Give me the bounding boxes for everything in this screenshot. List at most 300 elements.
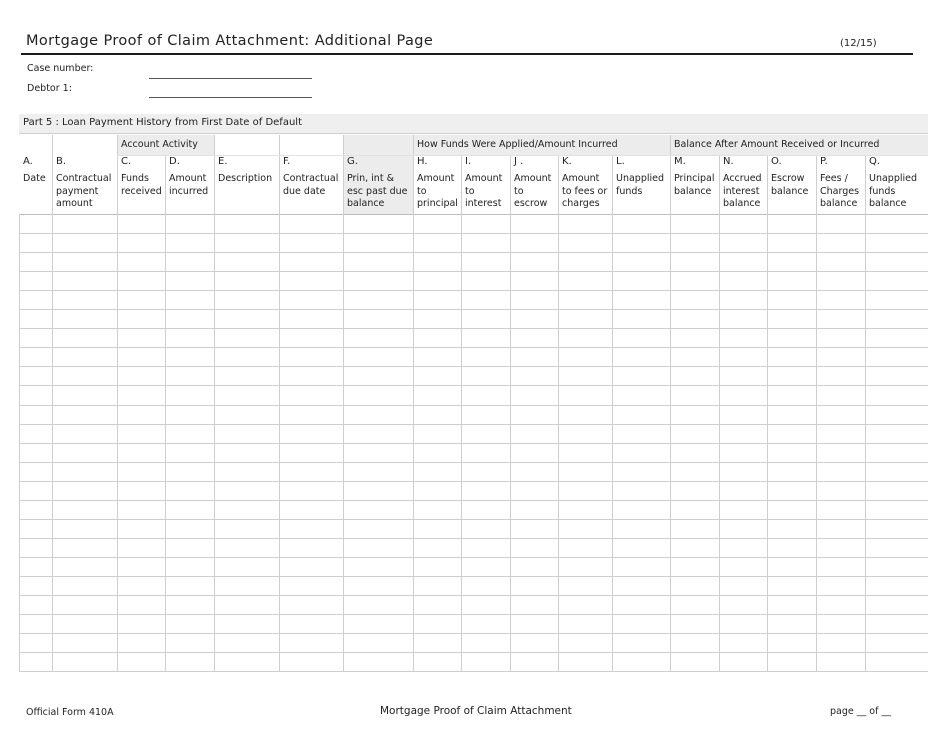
table-cell-amount-incurred[interactable] xyxy=(166,291,213,308)
table-cell-principal-balance[interactable] xyxy=(671,558,718,575)
table-cell-unapplied-funds[interactable] xyxy=(613,253,669,270)
table-cell-amount-to-principal[interactable] xyxy=(414,501,460,518)
table-cell-unapplied-funds[interactable] xyxy=(613,310,669,327)
table-cell-amount-to-fees[interactable] xyxy=(559,558,611,575)
table-cell-escrow-balance[interactable] xyxy=(768,615,815,632)
table-cell-amount-to-principal[interactable] xyxy=(414,634,460,651)
table-cell-contractual-payment[interactable] xyxy=(53,501,116,518)
table-cell-amount-to-escrow[interactable] xyxy=(511,406,557,423)
table-cell-principal-balance[interactable] xyxy=(671,386,718,403)
table-cell-accrued-interest-balance[interactable] xyxy=(720,406,766,423)
table-cell-description[interactable] xyxy=(215,272,278,289)
table-cell-amount-incurred[interactable] xyxy=(166,215,213,232)
table-cell-principal-balance[interactable] xyxy=(671,444,718,461)
table-cell-accrued-interest-balance[interactable] xyxy=(720,272,766,289)
table-cell-unapplied-funds[interactable] xyxy=(613,615,669,632)
table-cell-contractual-due-date[interactable] xyxy=(280,596,342,613)
table-cell-escrow-balance[interactable] xyxy=(768,539,815,556)
table-cell-principal-balance[interactable] xyxy=(671,329,718,346)
table-cell-amount-to-fees[interactable] xyxy=(559,310,611,327)
table-cell-contractual-due-date[interactable] xyxy=(280,329,342,346)
table-cell-unapplied-funds[interactable] xyxy=(613,386,669,403)
table-cell-amount-to-fees[interactable] xyxy=(559,234,611,251)
table-cell-unapplied-funds[interactable] xyxy=(613,215,669,232)
table-cell-contractual-payment[interactable] xyxy=(53,463,116,480)
table-cell-amount-to-fees[interactable] xyxy=(559,329,611,346)
table-cell-unapplied-funds-balance[interactable] xyxy=(866,501,927,518)
table-cell-amount-to-escrow[interactable] xyxy=(511,653,557,670)
table-cell-amount-to-escrow[interactable] xyxy=(511,577,557,594)
table-cell-date[interactable] xyxy=(20,463,51,480)
table-cell-escrow-balance[interactable] xyxy=(768,367,815,384)
table-cell-amount-incurred[interactable] xyxy=(166,386,213,403)
table-cell-funds-received[interactable] xyxy=(118,215,164,232)
table-cell-contractual-payment[interactable] xyxy=(53,425,116,442)
table-cell-amount-to-interest[interactable] xyxy=(462,520,509,537)
table-cell-fees-charges-balance[interactable] xyxy=(817,348,864,365)
table-cell-amount-incurred[interactable] xyxy=(166,348,213,365)
table-cell-principal-balance[interactable] xyxy=(671,367,718,384)
table-cell-accrued-interest-balance[interactable] xyxy=(720,367,766,384)
table-cell-fees-charges-balance[interactable] xyxy=(817,501,864,518)
table-cell-amount-to-fees[interactable] xyxy=(559,272,611,289)
table-cell-amount-incurred[interactable] xyxy=(166,653,213,670)
table-cell-amount-to-interest[interactable] xyxy=(462,406,509,423)
table-cell-contractual-payment[interactable] xyxy=(53,596,116,613)
table-cell-date[interactable] xyxy=(20,425,51,442)
table-cell-unapplied-funds[interactable] xyxy=(613,329,669,346)
table-cell-description[interactable] xyxy=(215,310,278,327)
table-cell-past-due-balance[interactable] xyxy=(344,615,412,632)
table-cell-contractual-due-date[interactable] xyxy=(280,501,342,518)
table-cell-escrow-balance[interactable] xyxy=(768,310,815,327)
table-cell-funds-received[interactable] xyxy=(118,367,164,384)
table-cell-date[interactable] xyxy=(20,482,51,499)
table-cell-amount-to-escrow[interactable] xyxy=(511,291,557,308)
table-cell-amount-incurred[interactable] xyxy=(166,444,213,461)
table-cell-unapplied-funds[interactable] xyxy=(613,577,669,594)
table-cell-unapplied-funds-balance[interactable] xyxy=(866,558,927,575)
table-cell-contractual-due-date[interactable] xyxy=(280,272,342,289)
table-cell-description[interactable] xyxy=(215,634,278,651)
table-cell-amount-to-interest[interactable] xyxy=(462,444,509,461)
table-cell-description[interactable] xyxy=(215,444,278,461)
table-cell-date[interactable] xyxy=(20,653,51,670)
table-cell-funds-received[interactable] xyxy=(118,406,164,423)
table-cell-accrued-interest-balance[interactable] xyxy=(720,634,766,651)
table-cell-contractual-payment[interactable] xyxy=(53,386,116,403)
table-cell-date[interactable] xyxy=(20,634,51,651)
table-cell-funds-received[interactable] xyxy=(118,482,164,499)
table-cell-amount-to-escrow[interactable] xyxy=(511,272,557,289)
table-cell-contractual-payment[interactable] xyxy=(53,558,116,575)
table-cell-funds-received[interactable] xyxy=(118,520,164,537)
table-cell-funds-received[interactable] xyxy=(118,291,164,308)
table-cell-funds-received[interactable] xyxy=(118,329,164,346)
table-cell-past-due-balance[interactable] xyxy=(344,234,412,251)
table-cell-funds-received[interactable] xyxy=(118,577,164,594)
table-cell-accrued-interest-balance[interactable] xyxy=(720,310,766,327)
table-cell-date[interactable] xyxy=(20,406,51,423)
table-cell-past-due-balance[interactable] xyxy=(344,215,412,232)
table-cell-principal-balance[interactable] xyxy=(671,596,718,613)
table-cell-escrow-balance[interactable] xyxy=(768,386,815,403)
table-cell-amount-to-escrow[interactable] xyxy=(511,425,557,442)
table-cell-description[interactable] xyxy=(215,615,278,632)
table-cell-unapplied-funds-balance[interactable] xyxy=(866,386,927,403)
table-cell-amount-to-interest[interactable] xyxy=(462,539,509,556)
table-cell-unapplied-funds[interactable] xyxy=(613,596,669,613)
table-cell-unapplied-funds-balance[interactable] xyxy=(866,329,927,346)
table-cell-description[interactable] xyxy=(215,215,278,232)
table-cell-accrued-interest-balance[interactable] xyxy=(720,253,766,270)
table-cell-amount-to-interest[interactable] xyxy=(462,615,509,632)
table-cell-escrow-balance[interactable] xyxy=(768,215,815,232)
table-cell-accrued-interest-balance[interactable] xyxy=(720,577,766,594)
table-cell-past-due-balance[interactable] xyxy=(344,272,412,289)
table-cell-amount-to-fees[interactable] xyxy=(559,406,611,423)
table-cell-amount-to-principal[interactable] xyxy=(414,653,460,670)
table-cell-contractual-due-date[interactable] xyxy=(280,539,342,556)
table-cell-amount-to-principal[interactable] xyxy=(414,253,460,270)
table-cell-date[interactable] xyxy=(20,234,51,251)
table-cell-principal-balance[interactable] xyxy=(671,253,718,270)
table-cell-unapplied-funds[interactable] xyxy=(613,234,669,251)
table-cell-principal-balance[interactable] xyxy=(671,615,718,632)
table-cell-amount-to-interest[interactable] xyxy=(462,367,509,384)
table-cell-date[interactable] xyxy=(20,272,51,289)
table-cell-past-due-balance[interactable] xyxy=(344,634,412,651)
table-cell-fees-charges-balance[interactable] xyxy=(817,634,864,651)
table-cell-unapplied-funds-balance[interactable] xyxy=(866,463,927,480)
table-cell-description[interactable] xyxy=(215,482,278,499)
table-cell-date[interactable] xyxy=(20,577,51,594)
table-cell-fees-charges-balance[interactable] xyxy=(817,253,864,270)
table-cell-principal-balance[interactable] xyxy=(671,539,718,556)
table-cell-description[interactable] xyxy=(215,653,278,670)
table-cell-past-due-balance[interactable] xyxy=(344,520,412,537)
table-cell-amount-to-principal[interactable] xyxy=(414,482,460,499)
table-cell-contractual-due-date[interactable] xyxy=(280,463,342,480)
table-cell-amount-incurred[interactable] xyxy=(166,615,213,632)
table-cell-fees-charges-balance[interactable] xyxy=(817,653,864,670)
table-cell-contractual-payment[interactable] xyxy=(53,577,116,594)
table-cell-contractual-due-date[interactable] xyxy=(280,386,342,403)
table-cell-accrued-interest-balance[interactable] xyxy=(720,463,766,480)
table-cell-contractual-payment[interactable] xyxy=(53,215,116,232)
table-cell-accrued-interest-balance[interactable] xyxy=(720,615,766,632)
table-cell-past-due-balance[interactable] xyxy=(344,310,412,327)
table-cell-amount-to-principal[interactable] xyxy=(414,577,460,594)
table-cell-unapplied-funds-balance[interactable] xyxy=(866,272,927,289)
table-cell-past-due-balance[interactable] xyxy=(344,463,412,480)
table-cell-amount-incurred[interactable] xyxy=(166,558,213,575)
table-cell-escrow-balance[interactable] xyxy=(768,272,815,289)
table-cell-amount-to-escrow[interactable] xyxy=(511,310,557,327)
table-cell-funds-received[interactable] xyxy=(118,272,164,289)
table-cell-contractual-due-date[interactable] xyxy=(280,406,342,423)
table-cell-description[interactable] xyxy=(215,558,278,575)
table-cell-amount-to-interest[interactable] xyxy=(462,253,509,270)
table-cell-description[interactable] xyxy=(215,367,278,384)
table-cell-amount-to-interest[interactable] xyxy=(462,634,509,651)
table-cell-past-due-balance[interactable] xyxy=(344,558,412,575)
table-cell-escrow-balance[interactable] xyxy=(768,425,815,442)
table-cell-escrow-balance[interactable] xyxy=(768,234,815,251)
table-cell-unapplied-funds-balance[interactable] xyxy=(866,577,927,594)
table-cell-amount-incurred[interactable] xyxy=(166,329,213,346)
table-cell-escrow-balance[interactable] xyxy=(768,634,815,651)
table-cell-fees-charges-balance[interactable] xyxy=(817,482,864,499)
table-cell-date[interactable] xyxy=(20,310,51,327)
table-cell-fees-charges-balance[interactable] xyxy=(817,310,864,327)
table-cell-contractual-payment[interactable] xyxy=(53,329,116,346)
table-cell-escrow-balance[interactable] xyxy=(768,558,815,575)
table-cell-description[interactable] xyxy=(215,520,278,537)
table-cell-past-due-balance[interactable] xyxy=(344,386,412,403)
table-cell-amount-to-interest[interactable] xyxy=(462,501,509,518)
table-cell-contractual-due-date[interactable] xyxy=(280,615,342,632)
table-cell-fees-charges-balance[interactable] xyxy=(817,386,864,403)
table-cell-date[interactable] xyxy=(20,520,51,537)
table-cell-fees-charges-balance[interactable] xyxy=(817,425,864,442)
table-cell-amount-incurred[interactable] xyxy=(166,253,213,270)
table-cell-amount-to-principal[interactable] xyxy=(414,444,460,461)
table-cell-contractual-due-date[interactable] xyxy=(280,367,342,384)
table-cell-accrued-interest-balance[interactable] xyxy=(720,596,766,613)
table-cell-amount-to-fees[interactable] xyxy=(559,444,611,461)
table-cell-fees-charges-balance[interactable] xyxy=(817,272,864,289)
table-cell-amount-to-fees[interactable] xyxy=(559,520,611,537)
table-cell-amount-to-escrow[interactable] xyxy=(511,444,557,461)
table-cell-amount-to-escrow[interactable] xyxy=(511,463,557,480)
table-cell-amount-to-interest[interactable] xyxy=(462,272,509,289)
table-cell-fees-charges-balance[interactable] xyxy=(817,444,864,461)
table-cell-escrow-balance[interactable] xyxy=(768,444,815,461)
table-cell-amount-to-principal[interactable] xyxy=(414,215,460,232)
table-cell-unapplied-funds[interactable] xyxy=(613,272,669,289)
table-cell-amount-to-interest[interactable] xyxy=(462,386,509,403)
table-cell-date[interactable] xyxy=(20,444,51,461)
table-cell-principal-balance[interactable] xyxy=(671,653,718,670)
table-cell-past-due-balance[interactable] xyxy=(344,539,412,556)
table-cell-date[interactable] xyxy=(20,615,51,632)
table-cell-amount-to-principal[interactable] xyxy=(414,310,460,327)
table-cell-amount-to-escrow[interactable] xyxy=(511,348,557,365)
table-cell-date[interactable] xyxy=(20,596,51,613)
table-cell-fees-charges-balance[interactable] xyxy=(817,577,864,594)
table-cell-accrued-interest-balance[interactable] xyxy=(720,425,766,442)
table-cell-amount-to-fees[interactable] xyxy=(559,425,611,442)
table-cell-funds-received[interactable] xyxy=(118,310,164,327)
table-cell-contractual-payment[interactable] xyxy=(53,367,116,384)
table-cell-funds-received[interactable] xyxy=(118,634,164,651)
table-cell-accrued-interest-balance[interactable] xyxy=(720,215,766,232)
table-cell-escrow-balance[interactable] xyxy=(768,482,815,499)
table-cell-unapplied-funds-balance[interactable] xyxy=(866,653,927,670)
table-cell-accrued-interest-balance[interactable] xyxy=(720,444,766,461)
table-cell-unapplied-funds-balance[interactable] xyxy=(866,539,927,556)
table-cell-amount-to-principal[interactable] xyxy=(414,272,460,289)
table-cell-amount-to-escrow[interactable] xyxy=(511,482,557,499)
table-cell-past-due-balance[interactable] xyxy=(344,425,412,442)
table-cell-description[interactable] xyxy=(215,577,278,594)
table-cell-principal-balance[interactable] xyxy=(671,463,718,480)
table-cell-amount-to-fees[interactable] xyxy=(559,501,611,518)
table-cell-principal-balance[interactable] xyxy=(671,272,718,289)
table-cell-principal-balance[interactable] xyxy=(671,348,718,365)
table-cell-escrow-balance[interactable] xyxy=(768,501,815,518)
table-cell-contractual-payment[interactable] xyxy=(53,444,116,461)
table-cell-principal-balance[interactable] xyxy=(671,234,718,251)
table-cell-accrued-interest-balance[interactable] xyxy=(720,520,766,537)
table-cell-principal-balance[interactable] xyxy=(671,215,718,232)
table-cell-past-due-balance[interactable] xyxy=(344,253,412,270)
table-cell-contractual-payment[interactable] xyxy=(53,482,116,499)
table-cell-unapplied-funds[interactable] xyxy=(613,539,669,556)
table-cell-amount-to-principal[interactable] xyxy=(414,425,460,442)
table-cell-accrued-interest-balance[interactable] xyxy=(720,653,766,670)
table-cell-amount-to-interest[interactable] xyxy=(462,329,509,346)
table-cell-amount-to-interest[interactable] xyxy=(462,310,509,327)
table-cell-date[interactable] xyxy=(20,215,51,232)
table-cell-description[interactable] xyxy=(215,253,278,270)
table-cell-contractual-due-date[interactable] xyxy=(280,253,342,270)
table-cell-past-due-balance[interactable] xyxy=(344,348,412,365)
table-cell-escrow-balance[interactable] xyxy=(768,348,815,365)
table-cell-amount-to-fees[interactable] xyxy=(559,539,611,556)
table-cell-accrued-interest-balance[interactable] xyxy=(720,234,766,251)
table-cell-fees-charges-balance[interactable] xyxy=(817,520,864,537)
table-cell-contractual-payment[interactable] xyxy=(53,653,116,670)
table-cell-past-due-balance[interactable] xyxy=(344,367,412,384)
table-cell-description[interactable] xyxy=(215,425,278,442)
table-cell-amount-to-escrow[interactable] xyxy=(511,558,557,575)
table-cell-principal-balance[interactable] xyxy=(671,577,718,594)
table-cell-principal-balance[interactable] xyxy=(671,634,718,651)
table-cell-contractual-due-date[interactable] xyxy=(280,234,342,251)
table-cell-unapplied-funds[interactable] xyxy=(613,653,669,670)
table-cell-amount-to-fees[interactable] xyxy=(559,367,611,384)
table-cell-contractual-payment[interactable] xyxy=(53,539,116,556)
table-cell-past-due-balance[interactable] xyxy=(344,406,412,423)
table-cell-past-due-balance[interactable] xyxy=(344,577,412,594)
table-cell-funds-received[interactable] xyxy=(118,234,164,251)
table-cell-accrued-interest-balance[interactable] xyxy=(720,539,766,556)
table-cell-amount-incurred[interactable] xyxy=(166,520,213,537)
table-cell-escrow-balance[interactable] xyxy=(768,291,815,308)
table-cell-contractual-due-date[interactable] xyxy=(280,558,342,575)
table-cell-description[interactable] xyxy=(215,501,278,518)
table-cell-fees-charges-balance[interactable] xyxy=(817,463,864,480)
table-cell-amount-to-principal[interactable] xyxy=(414,406,460,423)
table-cell-amount-to-escrow[interactable] xyxy=(511,386,557,403)
table-cell-contractual-payment[interactable] xyxy=(53,615,116,632)
table-cell-description[interactable] xyxy=(215,329,278,346)
table-cell-amount-to-principal[interactable] xyxy=(414,329,460,346)
table-cell-contractual-payment[interactable] xyxy=(53,406,116,423)
table-cell-date[interactable] xyxy=(20,501,51,518)
table-cell-amount-incurred[interactable] xyxy=(166,539,213,556)
table-cell-date[interactable] xyxy=(20,539,51,556)
table-cell-escrow-balance[interactable] xyxy=(768,406,815,423)
table-cell-contractual-payment[interactable] xyxy=(53,234,116,251)
table-cell-accrued-interest-balance[interactable] xyxy=(720,558,766,575)
table-cell-unapplied-funds-balance[interactable] xyxy=(866,215,927,232)
table-cell-unapplied-funds[interactable] xyxy=(613,482,669,499)
table-cell-unapplied-funds-balance[interactable] xyxy=(866,253,927,270)
table-cell-unapplied-funds[interactable] xyxy=(613,367,669,384)
table-cell-unapplied-funds-balance[interactable] xyxy=(866,310,927,327)
table-cell-date[interactable] xyxy=(20,558,51,575)
table-cell-amount-to-fees[interactable] xyxy=(559,596,611,613)
table-cell-accrued-interest-balance[interactable] xyxy=(720,386,766,403)
table-cell-fees-charges-balance[interactable] xyxy=(817,234,864,251)
table-cell-date[interactable] xyxy=(20,367,51,384)
table-cell-fees-charges-balance[interactable] xyxy=(817,596,864,613)
table-cell-amount-to-fees[interactable] xyxy=(559,386,611,403)
table-cell-funds-received[interactable] xyxy=(118,253,164,270)
table-cell-past-due-balance[interactable] xyxy=(344,482,412,499)
table-cell-contractual-payment[interactable] xyxy=(53,272,116,289)
table-cell-amount-to-interest[interactable] xyxy=(462,463,509,480)
table-cell-escrow-balance[interactable] xyxy=(768,577,815,594)
table-cell-contractual-due-date[interactable] xyxy=(280,482,342,499)
table-cell-funds-received[interactable] xyxy=(118,653,164,670)
table-cell-unapplied-funds[interactable] xyxy=(613,425,669,442)
table-cell-contractual-due-date[interactable] xyxy=(280,291,342,308)
table-cell-description[interactable] xyxy=(215,348,278,365)
table-cell-fees-charges-balance[interactable] xyxy=(817,558,864,575)
table-cell-principal-balance[interactable] xyxy=(671,501,718,518)
table-cell-past-due-balance[interactable] xyxy=(344,653,412,670)
table-cell-amount-to-escrow[interactable] xyxy=(511,329,557,346)
table-cell-contractual-due-date[interactable] xyxy=(280,520,342,537)
table-cell-amount-to-interest[interactable] xyxy=(462,234,509,251)
table-cell-unapplied-funds-balance[interactable] xyxy=(866,596,927,613)
table-cell-description[interactable] xyxy=(215,463,278,480)
table-cell-amount-to-principal[interactable] xyxy=(414,463,460,480)
table-cell-amount-to-escrow[interactable] xyxy=(511,367,557,384)
table-cell-amount-to-escrow[interactable] xyxy=(511,615,557,632)
table-cell-amount-to-principal[interactable] xyxy=(414,386,460,403)
table-cell-funds-received[interactable] xyxy=(118,596,164,613)
table-cell-amount-to-principal[interactable] xyxy=(414,520,460,537)
table-cell-funds-received[interactable] xyxy=(118,463,164,480)
table-cell-amount-to-principal[interactable] xyxy=(414,615,460,632)
table-cell-fees-charges-balance[interactable] xyxy=(817,329,864,346)
table-cell-amount-to-interest[interactable] xyxy=(462,596,509,613)
case-number-field[interactable] xyxy=(149,78,312,79)
table-cell-amount-to-escrow[interactable] xyxy=(511,215,557,232)
table-cell-unapplied-funds-balance[interactable] xyxy=(866,615,927,632)
table-cell-description[interactable] xyxy=(215,539,278,556)
table-cell-funds-received[interactable] xyxy=(118,539,164,556)
table-cell-unapplied-funds[interactable] xyxy=(613,501,669,518)
table-cell-contractual-payment[interactable] xyxy=(53,520,116,537)
table-cell-unapplied-funds[interactable] xyxy=(613,558,669,575)
table-cell-unapplied-funds-balance[interactable] xyxy=(866,406,927,423)
table-cell-amount-to-escrow[interactable] xyxy=(511,634,557,651)
table-cell-fees-charges-balance[interactable] xyxy=(817,406,864,423)
table-cell-accrued-interest-balance[interactable] xyxy=(720,501,766,518)
table-cell-unapplied-funds-balance[interactable] xyxy=(866,348,927,365)
table-cell-amount-to-interest[interactable] xyxy=(462,653,509,670)
table-cell-escrow-balance[interactable] xyxy=(768,596,815,613)
table-cell-principal-balance[interactable] xyxy=(671,310,718,327)
table-cell-amount-to-principal[interactable] xyxy=(414,596,460,613)
table-cell-amount-to-principal[interactable] xyxy=(414,367,460,384)
